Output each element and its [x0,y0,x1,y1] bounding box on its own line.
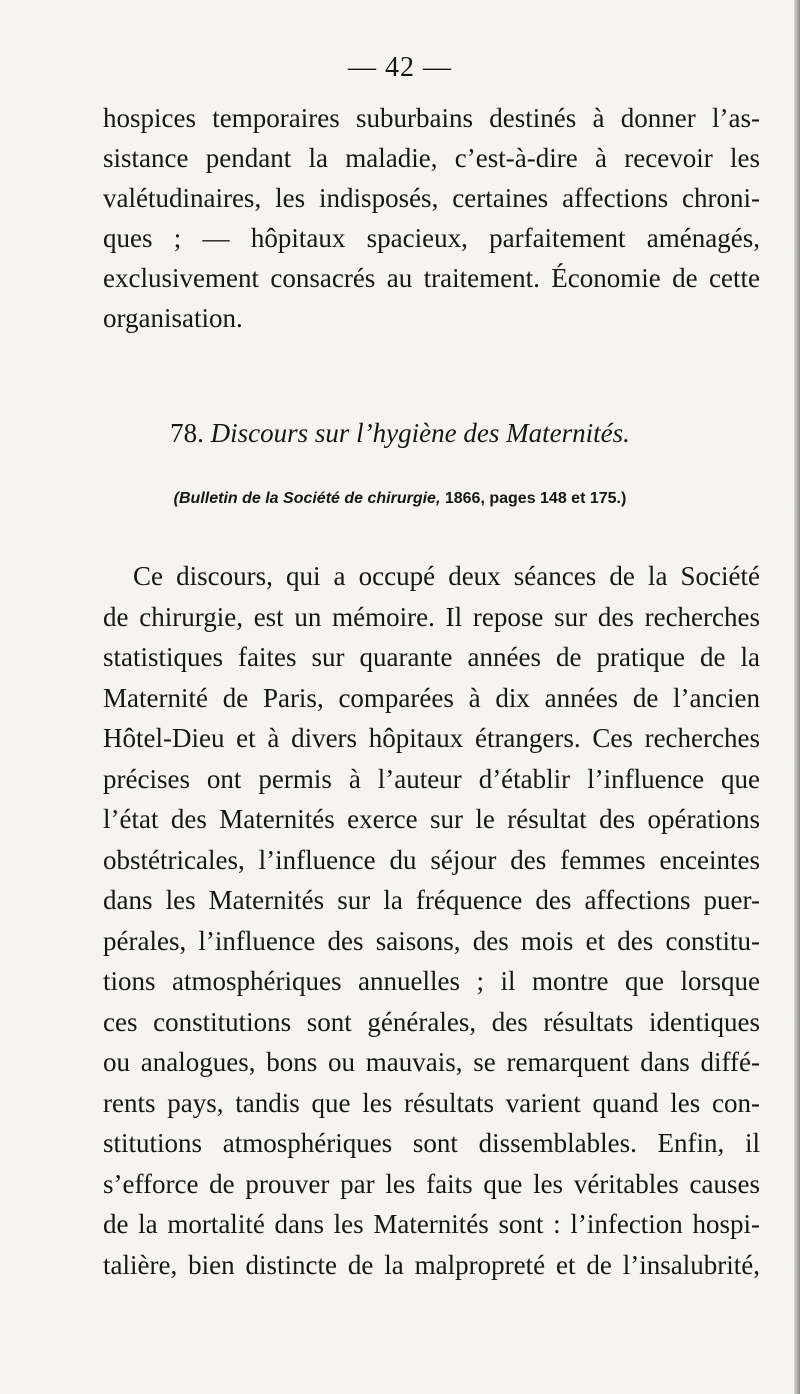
text-line: statistiques faites sur quarante années de pratique de la [103,642,760,672]
text-line: talière, bien distincte de la malpropreté et de l’insalubrité, [103,1249,760,1280]
citation-source: (Bulletin de la Société de chirurgie, [173,490,441,507]
paragraph-body [103,556,760,1285]
page-edge-shadow [794,0,800,1394]
text-line: de chirurgie, est un mémoire. Il repose sur des recherches [103,601,760,632]
section-heading [0,418,800,449]
text-line: Maternité de Paris, comparées à dix années de l’ancien [103,682,760,713]
text-line: valétudinaires, les indisposés, certaines affections chroni- [103,183,760,213]
bibliographic-citation [0,490,800,508]
text-line: obstétricales, l’influence du séjour des femmes enceintes [103,844,760,875]
section-title: Discours sur l’hygiène des Maternités. [210,418,630,448]
text-line: tions atmosphériques annuelles ; il montre que lorsque [103,966,760,996]
text-line: dans les Maternités sur la fréquence des affections puer- [103,885,760,915]
text-line: précises ont permis à l’auteur d’établir l’influence que [103,763,760,794]
text-line: rents pays, tandis que les résultats varient quand les con- [103,1087,760,1118]
text-line: exclusivement consacrés au traitement. Économie de cette [103,263,760,293]
text-line: Ce discours, qui a occupé deux séances de la Société [133,561,760,591]
paragraph-continuation [103,98,760,338]
text-line: ces constitutions sont générales, des résultats identiques [103,1006,760,1037]
text-line: l’état des Maternités exerce sur le résultat des opérations [103,804,760,834]
text-line: ques ; — hôpitaux spacieux, parfaitement aménagés, [103,223,760,253]
page-number: — 42 — [348,52,452,83]
text-line: stitutions atmosphériques sont dissemblables. Enfin, il [103,1128,760,1158]
text-line: pérales, l’influence des saisons, des mois et des constitu- [103,925,760,956]
text-line: de la mortalité dans les Maternités sont : l’infection hospi- [103,1209,760,1239]
text-line: organisation. [103,303,243,333]
text-line: Hôtel-Dieu et à divers hôpitaux étrangers. Ces recherches [103,723,760,753]
section-number: 78. [170,418,204,448]
text-line: ou analogues, bons ou mauvais, se remarquent dans diffé- [103,1047,760,1077]
text-line: sistance pendant la maladie, c’est-à-dire à recevoir les [103,143,760,173]
text-line: s’efforce de prouver par les faits que les véritables causes [103,1168,760,1199]
text-line: hospices temporaires suburbains destinés à donner l’as- [103,103,760,133]
citation-details: 1866, pages 148 et 175.) [444,490,627,507]
